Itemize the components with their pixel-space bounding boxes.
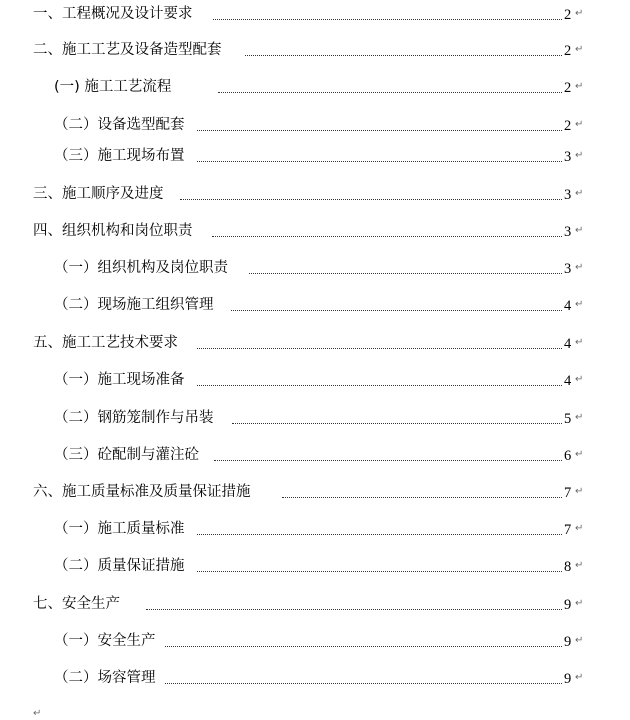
toc-entry-title: (一) 施工工艺流程 (54, 79, 172, 95)
dot-leader (180, 199, 562, 200)
paragraph-mark-icon: ↵ (575, 299, 584, 310)
paragraph-mark-icon: ↵ (575, 262, 584, 273)
dot-leader (218, 92, 562, 93)
toc-entry-13[interactable] (0, 443, 630, 467)
paragraph-mark-icon: ↵ (575, 119, 584, 130)
toc-entry-title: （二）场容管理 (54, 670, 156, 686)
dot-leader (146, 609, 562, 610)
dot-leader (197, 571, 562, 572)
toc-entry-title: 三、施工顺序及进度 (33, 186, 164, 202)
toc-entry-6[interactable] (0, 182, 630, 206)
toc-entry-12[interactable] (0, 406, 630, 430)
toc-page-number: 3 (564, 261, 572, 277)
toc-page-number: 4 (564, 373, 572, 389)
dot-leader (213, 19, 562, 20)
toc-entry-19[interactable] (0, 666, 630, 690)
dot-leader (197, 534, 562, 535)
dot-leader (165, 646, 562, 647)
toc-entry-9[interactable] (0, 293, 630, 317)
dot-leader (197, 385, 562, 386)
dot-leader (249, 273, 562, 274)
paragraph-mark-icon: ↵ (575, 44, 584, 55)
toc-entry-title: （一）组织机构及岗位职责 (54, 260, 228, 276)
toc-entry-14[interactable] (0, 480, 630, 504)
dot-leader (197, 130, 562, 131)
toc-page-number: 4 (564, 336, 572, 352)
toc-page-number: 7 (564, 522, 572, 538)
toc-entry-title: 二、施工工艺及设备造型配套 (33, 42, 222, 58)
dot-leader (214, 460, 562, 461)
dot-leader (212, 236, 562, 237)
dot-leader (232, 423, 562, 424)
toc-page-number: 3 (564, 224, 572, 240)
paragraph-mark-icon: ↵ (575, 635, 584, 646)
toc-entry-title: 七、安全生产 (33, 596, 120, 612)
toc-entry-10[interactable] (0, 331, 630, 355)
toc-page-number: 2 (564, 43, 572, 59)
paragraph-mark-icon: ↵ (575, 672, 584, 683)
toc-entry-2[interactable] (0, 38, 630, 62)
toc-entry-1[interactable] (0, 2, 630, 26)
toc-page-number: 2 (564, 80, 572, 96)
toc-entry-title: （二）设备选型配套 (54, 117, 185, 133)
toc-entry-title: （三）施工现场布置 (54, 148, 185, 164)
toc-entry-3[interactable] (0, 75, 630, 99)
toc-entry-title: （一）施工现场准备 (54, 372, 185, 388)
dot-leader (245, 55, 562, 56)
toc-entry-title: 一、工程概况及设计要求 (33, 6, 193, 22)
paragraph-mark-icon: ↵ (575, 81, 584, 92)
toc-page-number: 3 (564, 187, 572, 203)
paragraph-mark-icon: ↵ (575, 598, 584, 609)
toc-entry-7[interactable] (0, 219, 630, 243)
toc-entry-17[interactable] (0, 592, 630, 616)
paragraph-mark-icon: ↵ (575, 225, 584, 236)
toc-entry-title: （二）现场施工组织管理 (54, 297, 214, 313)
paragraph-mark-icon: ↵ (575, 486, 584, 497)
toc-page-number: 6 (564, 448, 572, 464)
dot-leader (197, 348, 562, 349)
paragraph-mark-icon: ↵ (575, 523, 584, 534)
paragraph-mark-icon: ↵ (575, 188, 584, 199)
toc-page-number: 7 (564, 485, 572, 501)
toc-entry-title: 六、施工质量标准及质量保证措施 (33, 484, 251, 500)
toc-entry-16[interactable] (0, 554, 630, 578)
toc-page-number: 2 (564, 118, 572, 134)
toc-entry-title: （二）钢筋笼制作与吊装 (54, 410, 214, 426)
paragraph-mark-icon: ↵ (575, 8, 584, 19)
toc-entry-8[interactable] (0, 256, 630, 280)
toc-entry-5[interactable] (0, 144, 630, 168)
toc-entry-title: （二）质量保证措施 (54, 558, 185, 574)
toc-page-number: 9 (564, 671, 572, 687)
paragraph-mark-icon: ↵ (33, 708, 42, 719)
dot-leader (197, 161, 562, 162)
toc-page-number: 8 (564, 559, 572, 575)
toc-page-number: 2 (564, 7, 572, 23)
paragraph-mark-icon: ↵ (575, 412, 584, 423)
toc-entry-15[interactable] (0, 517, 630, 541)
toc-page-number: 9 (564, 634, 572, 650)
paragraph-mark-icon: ↵ (575, 560, 584, 571)
toc-entry-title: 四、组织机构和岗位职责 (33, 223, 193, 239)
toc-entry-18[interactable] (0, 629, 630, 653)
toc-page-number: 3 (564, 149, 572, 165)
toc-entry-title: （一）安全生产 (54, 633, 156, 649)
toc-entry-4[interactable] (0, 113, 630, 137)
paragraph-mark-icon: ↵ (575, 337, 584, 348)
toc-page-number: 5 (564, 411, 572, 427)
toc-page-number: 4 (564, 298, 572, 314)
toc-page-number: 9 (564, 597, 572, 613)
paragraph-mark-icon: ↵ (575, 150, 584, 161)
toc-entry-11[interactable] (0, 368, 630, 392)
paragraph-mark-icon: ↵ (575, 374, 584, 385)
toc-entry-title: （一）施工质量标准 (54, 521, 185, 537)
toc-entry-title: 五、施工工艺技术要求 (33, 335, 178, 351)
paragraph-mark-icon: ↵ (575, 449, 584, 460)
dot-leader (165, 683, 562, 684)
dot-leader (231, 310, 562, 311)
toc-entry-title: （三）砼配制与灌注砼 (54, 447, 199, 463)
dot-leader (282, 497, 562, 498)
